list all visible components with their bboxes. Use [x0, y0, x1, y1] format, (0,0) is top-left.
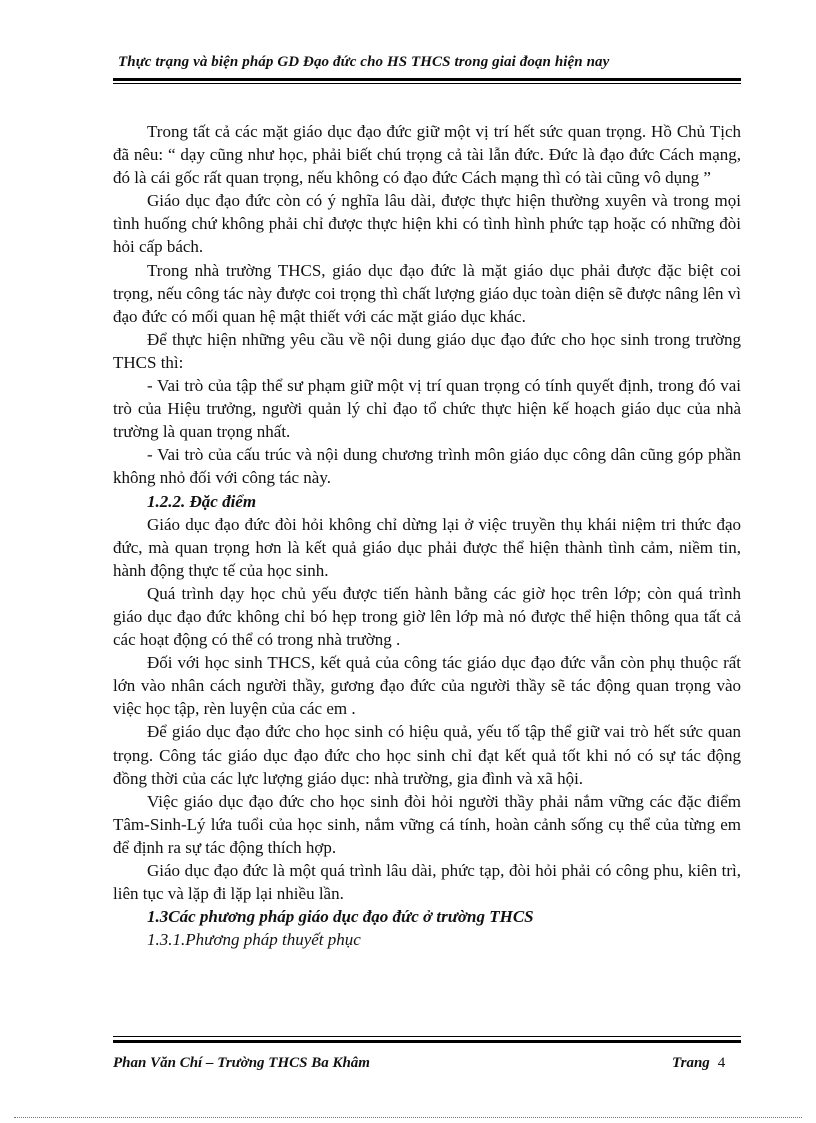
page-number: 4 [717, 1055, 726, 1071]
bullet-item: - Vai trò của cấu trúc và nội dung chương trình môn giáo dục công dân cũng góp phần không nhỏ đối với công tác này. [113, 445, 741, 488]
paragraph: Quá trình dạy học chủ yếu được tiến hành bằng các giờ học trên lớp; còn quá trình giáo dục đạo đức không chỉ bó hẹp trong giờ lên lớp mà nó được thể hiện thông qua tất cả các hoạt động có thể có trong nhà trường . [113, 583, 741, 650]
paragraph: Việc giáo dục đạo đức cho học sinh đòi hỏi người thầy phải nắm vững các đặc điểm Tâm-Sinh-Lý lứa tuổi của học sinh, nắm vững cá tính, hoàn cảnh sống cụ thể của từng em để định ra sự tác động thích hợp. [113, 791, 741, 857]
paragraph: Trong tất cả các mặt giáo dục đạo đức giữ một vị trí hết sức quan trọng. Hồ Chủ Tịch đã nêu: “ dạy cũng như học, phải biết chú trọng cả tài lẫn đức. Đức là đạo đức Cách mạng, đó là cái gốc rất quan trọng, nếu không có đạo đức Cách mạng thì có tài cũng vô dụng ” [113, 122, 741, 188]
header-rule-thin [113, 83, 741, 84]
subsection-heading-1-3-1: 1.3.1.Phương pháp thuyết phục [147, 930, 361, 950]
section-heading-1-3: 1.3Các phương pháp giáo dục đạo đức ở trường THCS [147, 907, 534, 927]
footer-rule-thin [113, 1036, 741, 1037]
footer-page-number [672, 1055, 725, 1072]
footer-author: Phan Văn Chí – Trường THCS Ba Khâm [113, 1055, 370, 1071]
page-bottom-dotted-line [14, 1117, 802, 1118]
footer-rule-thick [113, 1040, 741, 1043]
section-heading-1-2-2: 1.2.2. Đặc điểm [147, 491, 257, 511]
paragraph: Giáo dục đạo đức còn có ý nghĩa lâu dài, được thực hiện thường xuyên và trong mọi tình huống chứ không phải chỉ được thực hiện khi có tình hình phức tạp hoặc có những đòi hỏi cấp bách. [113, 191, 741, 257]
document-body [113, 120, 741, 951]
page-label: Trang [672, 1055, 710, 1071]
bullet-item: - Vai trò của tập thể sư phạm giữ một vị trí quan trọng có tính quyết định, trong đó vai trò của Hiệu trưởng, người quản lý chỉ đạo tổ chức thực hiện kế hoạch giáo dục của nhà trường là quan trọng nhất. [113, 376, 741, 442]
page-header-title: Thực trạng và biện pháp GD Đạo đức cho HS THCS trong giai đoạn hiện nay [118, 54, 610, 70]
paragraph: Đối với học sinh THCS, kết quả của công tác giáo dục đạo đức vẫn còn phụ thuộc rất lớn vào nhân cách người thầy, gương đạo đức của người thầy sẽ tác động quan trọng vào việc học tập, rèn luyện của các em . [113, 653, 741, 719]
header-rule-thick [113, 78, 741, 81]
paragraph: Để thực hiện những yêu cầu về nội dung giáo dục đạo đức cho học sinh trong trường THCS thì: [113, 329, 741, 372]
paragraph: Giáo dục đạo đức đòi hỏi không chỉ dừng lại ở việc truyền thụ khái niệm tri thức đạo đức, mà quan trọng hơn là kết quả giáo dục phải được thể hiện thành tình cảm, niềm tin, hành động thực tế của học sinh. [113, 514, 741, 580]
paragraph: Để giáo dục đạo đức cho học sinh có hiệu quả, yếu tố tập thể giữ vai trò hết sức quan trọng. Công tác giáo dục đạo đức cho học sinh chỉ đạt kết quả tốt khi nó có sự tác động đồng thời của các lực lượng giáo dục: nhà trường, gia đình và xã hội. [113, 722, 741, 788]
paragraph: Giáo dục đạo đức là một quá trình lâu dài, phức tạp, đòi hỏi phải có công phu, kiên trì, liên tục và lặp đi lặp lại nhiều lần. [113, 861, 741, 904]
paragraph: Trong nhà trường THCS, giáo dục đạo đức là mặt giáo dục phải được đặc biệt coi trọng, nếu công tác này được coi trọng thì chất lượng giáo dục toàn diện sẽ được nâng lên vì đạo đức có mối quan hệ mật thiết với các mặt giáo dục khác. [113, 260, 741, 326]
